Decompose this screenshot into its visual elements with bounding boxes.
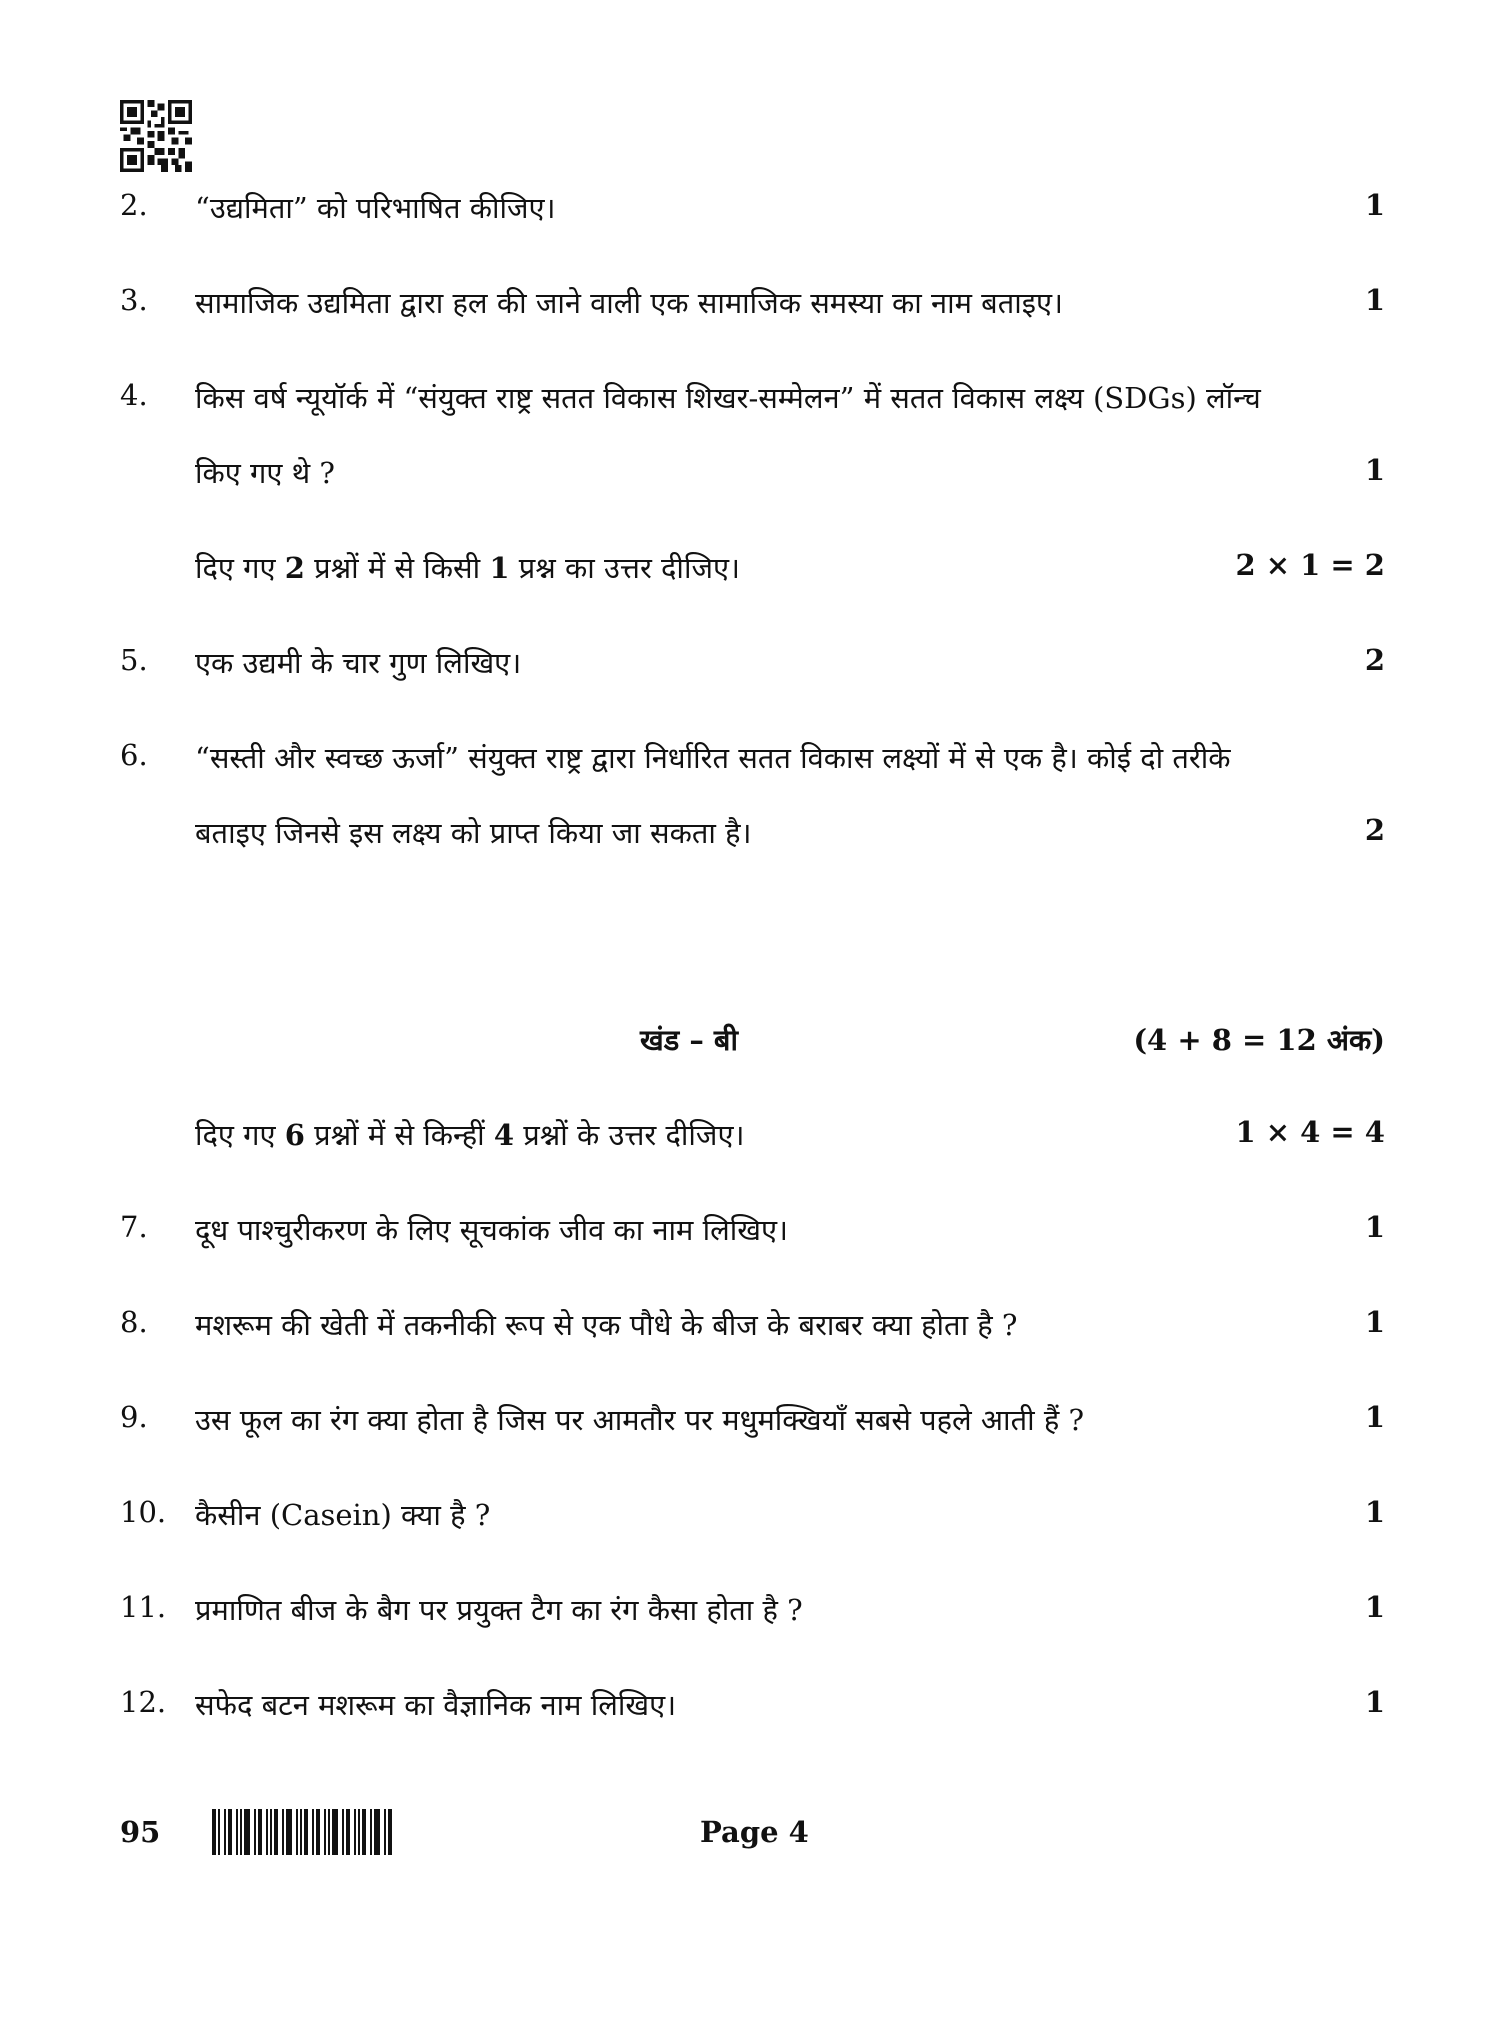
question-row [0,738,1505,798]
instruction-text: दिए गए 6 प्रश्नों में से किन्हीं 4 प्रश्नों के उत्तर दीजिए। [195,1118,745,1152]
section-heading: खंड – बी [640,1023,738,1057]
question-text: एक उद्यमी के चार गुण लिखिए। [195,646,522,680]
question-text: उस फूल का रंग क्या होता है जिस पर आमतौर पर मधुमक्खियाँ सबसे पहले आती हैं ? [195,1403,1084,1437]
question-row-continuation [0,453,1505,513]
question-text: दूध पाश्चुरीकरण के लिए सूचकांक जीव का नाम लिखिए। [195,1213,789,1247]
qr-code-icon [120,100,192,172]
question-marks: 1 [1364,1210,1385,1244]
question-number: 7. [120,1210,148,1244]
question-row [0,1495,1505,1555]
question-row [0,1305,1505,1365]
section-marks: (4 + 8 = 12 अंक) [1133,1023,1385,1057]
barcode-icon [212,1809,392,1855]
question-row-continuation [0,813,1505,873]
choice-instruction [0,1115,1505,1175]
question-row [0,1400,1505,1460]
question-text: “सस्ती और स्वच्छ ऊर्जा” संयुक्त राष्ट्र द्वारा निर्धारित सतत विकास लक्ष्यों में से एक है। कोई दो तरीके [195,741,1231,775]
question-marks: 1 [1364,1590,1385,1624]
question-marks: 1 [1364,283,1385,317]
question-text: मशरूम की खेती में तकनीकी रूप से एक पौधे के बीज के बराबर क्या होता है ? [195,1308,1018,1342]
instruction-marks: 2 × 1 = 2 [1235,548,1385,582]
question-row [0,283,1505,343]
question-text: कैसीन (Casein) क्या है ? [195,1498,491,1532]
question-marks: 1 [1364,1685,1385,1719]
question-text: सामाजिक उद्यमिता द्वारा हल की जाने वाली एक सामाजिक समस्या का नाम बताइए। [195,286,1064,320]
paper-code: 95 [120,1815,161,1849]
question-row [0,1210,1505,1270]
question-row [0,378,1505,438]
question-marks: 1 [1364,1305,1385,1339]
choice-instruction [0,548,1505,608]
question-number: 2. [120,188,148,222]
question-number: 9. [120,1400,148,1434]
question-row [0,643,1505,703]
question-number: 11. [120,1590,167,1624]
question-marks: 1 [1364,1495,1385,1529]
question-text: “उद्यमिता” को परिभाषित कीजिए। [195,191,556,225]
question-text: किस वर्ष न्यूयॉर्क में “संयुक्त राष्ट्र सतत विकास शिखर-सम्मेलन” में सतत विकास लक्ष्य (SDGs) लॉन्च [195,381,1261,415]
question-number: 5. [120,643,148,677]
question-number: 6. [120,738,148,772]
instruction-marks: 1 × 4 = 4 [1235,1115,1385,1149]
page-number: Page 4 [700,1815,809,1849]
page-footer [0,1815,1505,1865]
question-row [0,1590,1505,1650]
question-row [0,188,1505,248]
question-text-line2: बताइए जिनसे इस लक्ष्य को प्राप्त किया जा सकता है। [195,816,752,850]
question-marks: 2 [1364,813,1385,847]
question-marks: 2 [1364,643,1385,677]
question-marks: 1 [1364,1400,1385,1434]
question-text-line2: किए गए थे ? [195,456,335,490]
question-marks: 1 [1364,188,1385,222]
question-row [0,1685,1505,1745]
question-number: 8. [120,1305,148,1339]
question-text: प्रमाणित बीज के बैग पर प्रयुक्त टैग का रंग कैसा होता है ? [195,1593,803,1627]
question-number: 10. [120,1495,167,1529]
question-number: 12. [120,1685,167,1719]
question-text: सफेद बटन मशरूम का वैज्ञानिक नाम लिखिए। [195,1688,677,1722]
instruction-text: दिए गए 2 प्रश्नों में से किसी 1 प्रश्न का उत्तर दीजिए। [195,551,740,585]
question-number: 3. [120,283,148,317]
question-marks: 1 [1364,453,1385,487]
question-number: 4. [120,378,148,412]
